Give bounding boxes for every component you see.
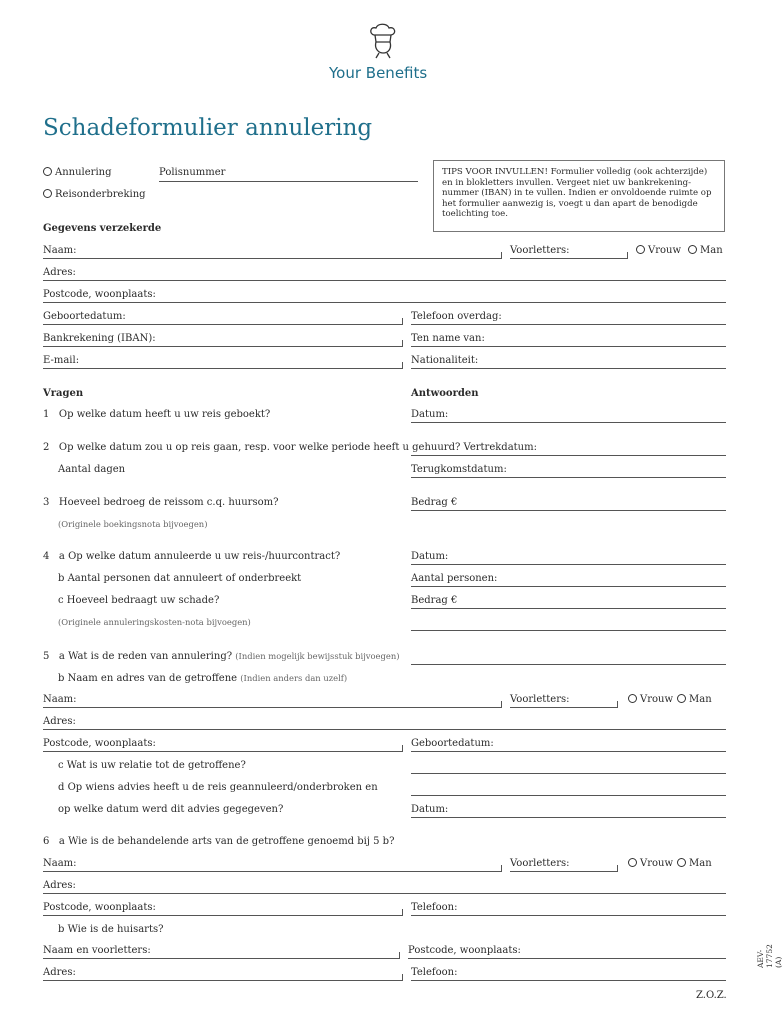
q5c-answer-field[interactable]	[411, 773, 726, 774]
option-label: Vrouw	[640, 694, 674, 705]
question-5b	[58, 673, 347, 684]
question-number: 4	[43, 551, 50, 562]
radio-icon[interactable]	[688, 245, 697, 254]
q2-return-label: Terugkomstdatum:	[411, 464, 507, 475]
email-label: E-mail:	[43, 355, 80, 366]
question-2	[43, 442, 537, 453]
voorletters-label: Voorletters:	[510, 245, 570, 256]
field-tick	[617, 701, 618, 707]
question-6a	[43, 836, 394, 847]
ten-name-van-field[interactable]	[411, 346, 726, 347]
q5-voorletters-field[interactable]	[510, 707, 618, 708]
field-tick	[399, 952, 400, 958]
q6-postcode-label: Postcode, woonplaats:	[43, 902, 156, 913]
bankrekening-label: Bankrekening (IBAN):	[43, 333, 156, 344]
q6-voorletters-field[interactable]	[510, 871, 618, 872]
q6-naam-label: Naam:	[43, 858, 77, 869]
q6b-telefoon-label: Telefoon:	[411, 967, 458, 978]
q5a-answer-field[interactable]	[411, 664, 726, 665]
option-label: Man	[689, 694, 712, 705]
question-text: a Wat is de reden van annulering?	[58, 651, 233, 662]
option-vrouw[interactable]	[636, 245, 681, 256]
q5d-answer-label: Datum:	[411, 804, 449, 815]
q4c-answer-label: Bedrag €	[411, 595, 458, 606]
q5-adres-label: Adres:	[43, 716, 76, 727]
naam-label: Naam:	[43, 245, 77, 256]
option-reisonderbreking[interactable]	[43, 189, 146, 200]
q6b-naam-field[interactable]	[43, 958, 400, 959]
form-code: AEV-17752 (A)	[756, 944, 783, 968]
q6-voorletters-label: Voorletters:	[510, 858, 570, 869]
q1-answer-label: Datum:	[411, 409, 449, 420]
radio-icon[interactable]	[43, 189, 52, 198]
antwoorden-heading: Antwoorden	[411, 388, 479, 399]
nationaliteit-label: Nationaliteit:	[411, 355, 479, 366]
question-number: 3	[43, 497, 50, 508]
question-number: 1	[43, 409, 50, 420]
question-text: Op welke datum heeft u uw reis geboekt?	[58, 409, 271, 420]
q6-telefoon-field[interactable]	[411, 915, 726, 916]
q4c-answer-field[interactable]	[411, 608, 726, 609]
question-5c: c Wat is uw relatie tot de getroffene?	[58, 760, 246, 771]
brand-name: Your Benefits	[329, 64, 428, 82]
insured-heading: Gegevens verzekerde	[43, 223, 162, 234]
telefoon-label: Telefoon overdag:	[411, 311, 502, 322]
question-text: b Naam en adres van de getroffene	[58, 673, 238, 684]
option-label: Vrouw	[640, 858, 674, 869]
q3-answer-field[interactable]	[411, 510, 726, 511]
q5-postcode-label: Postcode, woonplaats:	[43, 738, 156, 749]
field-tick	[501, 701, 502, 707]
q6b-postcode-field[interactable]	[408, 958, 726, 959]
q6-naam-field[interactable]	[43, 871, 502, 872]
option-label: Vrouw	[648, 245, 682, 256]
question-note: (Indien mogelijk bewijsstuk bijvoegen)	[235, 651, 400, 661]
question-4b: b Aantal personen dat annuleert of onderbreekt	[58, 573, 302, 584]
question-6b: b Wie is de huisarts?	[58, 924, 164, 935]
radio-icon[interactable]	[636, 245, 645, 254]
radio-icon[interactable]	[628, 858, 637, 867]
polisnummer-field[interactable]	[159, 181, 418, 182]
question-5d: d Op wiens advies heeft u de reis geannuleerd/onderbroken en	[58, 782, 378, 793]
q5-option-vrouw[interactable]	[628, 694, 673, 705]
q6-postcode-field[interactable]	[43, 915, 403, 916]
postcode-label: Postcode, woonplaats:	[43, 289, 156, 300]
q5-adres-field[interactable]	[43, 729, 726, 730]
q5-geboortedatum-field[interactable]	[411, 751, 726, 752]
postcode-field[interactable]	[43, 302, 726, 303]
question-text: Op welke datum zou u op reis gaan, resp. voor welke periode heeft u gehuurd? Vertrekdatum:	[58, 442, 537, 453]
field-tick	[617, 865, 618, 871]
q2-vertrek-field[interactable]	[411, 455, 726, 456]
q6-option-vrouw[interactable]	[628, 858, 673, 869]
option-annulering[interactable]	[43, 167, 111, 178]
question-5a	[43, 651, 400, 662]
radio-icon[interactable]	[628, 694, 637, 703]
question-note: (Indien anders dan uzelf)	[240, 673, 348, 683]
naam-field[interactable]	[43, 258, 502, 259]
q5-option-man[interactable]	[677, 694, 712, 705]
field-tick	[402, 745, 403, 751]
question-number: 6	[43, 836, 50, 847]
q3-note: (Originele boekingsnota bijvoegen)	[58, 519, 208, 529]
zoz-label: Z.O.Z.	[696, 990, 727, 1001]
field-tick	[402, 909, 403, 915]
adres-field[interactable]	[43, 280, 726, 281]
voorletters-field[interactable]	[510, 258, 628, 259]
chef-hat-icon	[365, 22, 401, 63]
radio-icon[interactable]	[677, 694, 686, 703]
question-4c: c Hoeveel bedraagt uw schade?	[58, 595, 220, 606]
question-3	[43, 497, 278, 508]
q6-adres-label: Adres:	[43, 880, 76, 891]
option-man[interactable]	[688, 245, 723, 256]
q6b-postcode-label: Postcode, woonplaats:	[408, 945, 521, 956]
nationaliteit-field[interactable]	[411, 368, 726, 369]
q5-postcode-field[interactable]	[43, 751, 403, 752]
q4b-answer-field[interactable]	[411, 586, 726, 587]
option-label: Man	[700, 245, 723, 256]
adres-label: Adres:	[43, 267, 76, 278]
field-tick	[627, 252, 628, 258]
radio-icon[interactable]	[43, 167, 52, 176]
vragen-heading: Vragen	[43, 388, 84, 399]
question-text: a Wie is de behandelende arts van de getroffene genoemd bij 5 b?	[58, 836, 395, 847]
q5-naam-field[interactable]	[43, 707, 502, 708]
q5d-date-field[interactable]	[411, 817, 726, 818]
q4b-answer-label: Aantal personen:	[411, 573, 498, 584]
q2-days-label: Aantal dagen	[58, 464, 126, 475]
geboortedatum-label: Geboortedatum:	[43, 311, 126, 322]
geboortedatum-field[interactable]	[43, 324, 403, 325]
polisnummer-label: Polisnummer	[159, 167, 226, 178]
question-5d-2: op welke datum werd dit advies gegegeven?	[58, 804, 284, 815]
q1-answer-field[interactable]	[411, 422, 726, 423]
q4-extra-field[interactable]	[411, 630, 726, 631]
q5-naam-label: Naam:	[43, 694, 77, 705]
q4-note: (Originele annuleringskosten-nota bijvoegen)	[58, 617, 251, 627]
question-text: Hoeveel bedroeg de reissom c.q. huursom?	[58, 497, 279, 508]
field-tick	[501, 252, 502, 258]
bankrekening-field[interactable]	[43, 346, 403, 347]
ten-name-van-label: Ten name van:	[411, 333, 485, 344]
q5-voorletters-label: Voorletters:	[510, 694, 570, 705]
question-4a	[43, 551, 340, 562]
q6b-telefoon-field[interactable]	[411, 980, 726, 981]
q6-telefoon-label: Telefoon:	[411, 902, 458, 913]
q6b-adres-label: Adres:	[43, 967, 76, 978]
q5d-answer-field[interactable]	[411, 795, 726, 796]
field-tick	[402, 340, 403, 346]
question-number: 5	[43, 651, 50, 662]
field-tick	[402, 362, 403, 368]
q6-option-man[interactable]	[677, 858, 712, 869]
field-tick	[402, 974, 403, 980]
q5-geboortedatum-label: Geboortedatum:	[411, 738, 494, 749]
q6-adres-field[interactable]	[43, 893, 726, 894]
option-label: Reisonderbreking	[55, 189, 146, 200]
field-tick	[501, 865, 502, 871]
email-field[interactable]	[43, 368, 403, 369]
question-number: 2	[43, 442, 50, 453]
q4a-answer-label: Datum:	[411, 551, 449, 562]
option-label: Man	[689, 858, 712, 869]
tips-box: TIPS VOOR INVULLEN! Formulier volledig (ook achterzijde) en in blokletters invullen. Vergeet niet uw bankrekening-nummer (IBAN) in te vullen. Indien er onvoldoende ruimte op het formulier aanwezig is, voegt u dan apart de benodigde toelichting toe.	[433, 160, 725, 232]
q6b-naam-label: Naam en voorletters:	[43, 945, 151, 956]
radio-icon[interactable]	[677, 858, 686, 867]
option-label: Annulering	[55, 167, 112, 178]
page-title: Schadeformulier annulering	[43, 115, 373, 141]
telefoon-field[interactable]	[411, 324, 726, 325]
field-tick	[402, 318, 403, 324]
question-text: a Op welke datum annuleerde u uw reis-/huurcontract?	[58, 551, 341, 562]
q6b-adres-field[interactable]	[43, 980, 403, 981]
q2-return-field[interactable]	[411, 477, 726, 478]
q4a-answer-field[interactable]	[411, 564, 726, 565]
q3-answer-label: Bedrag €	[411, 497, 458, 508]
question-1	[43, 409, 270, 420]
